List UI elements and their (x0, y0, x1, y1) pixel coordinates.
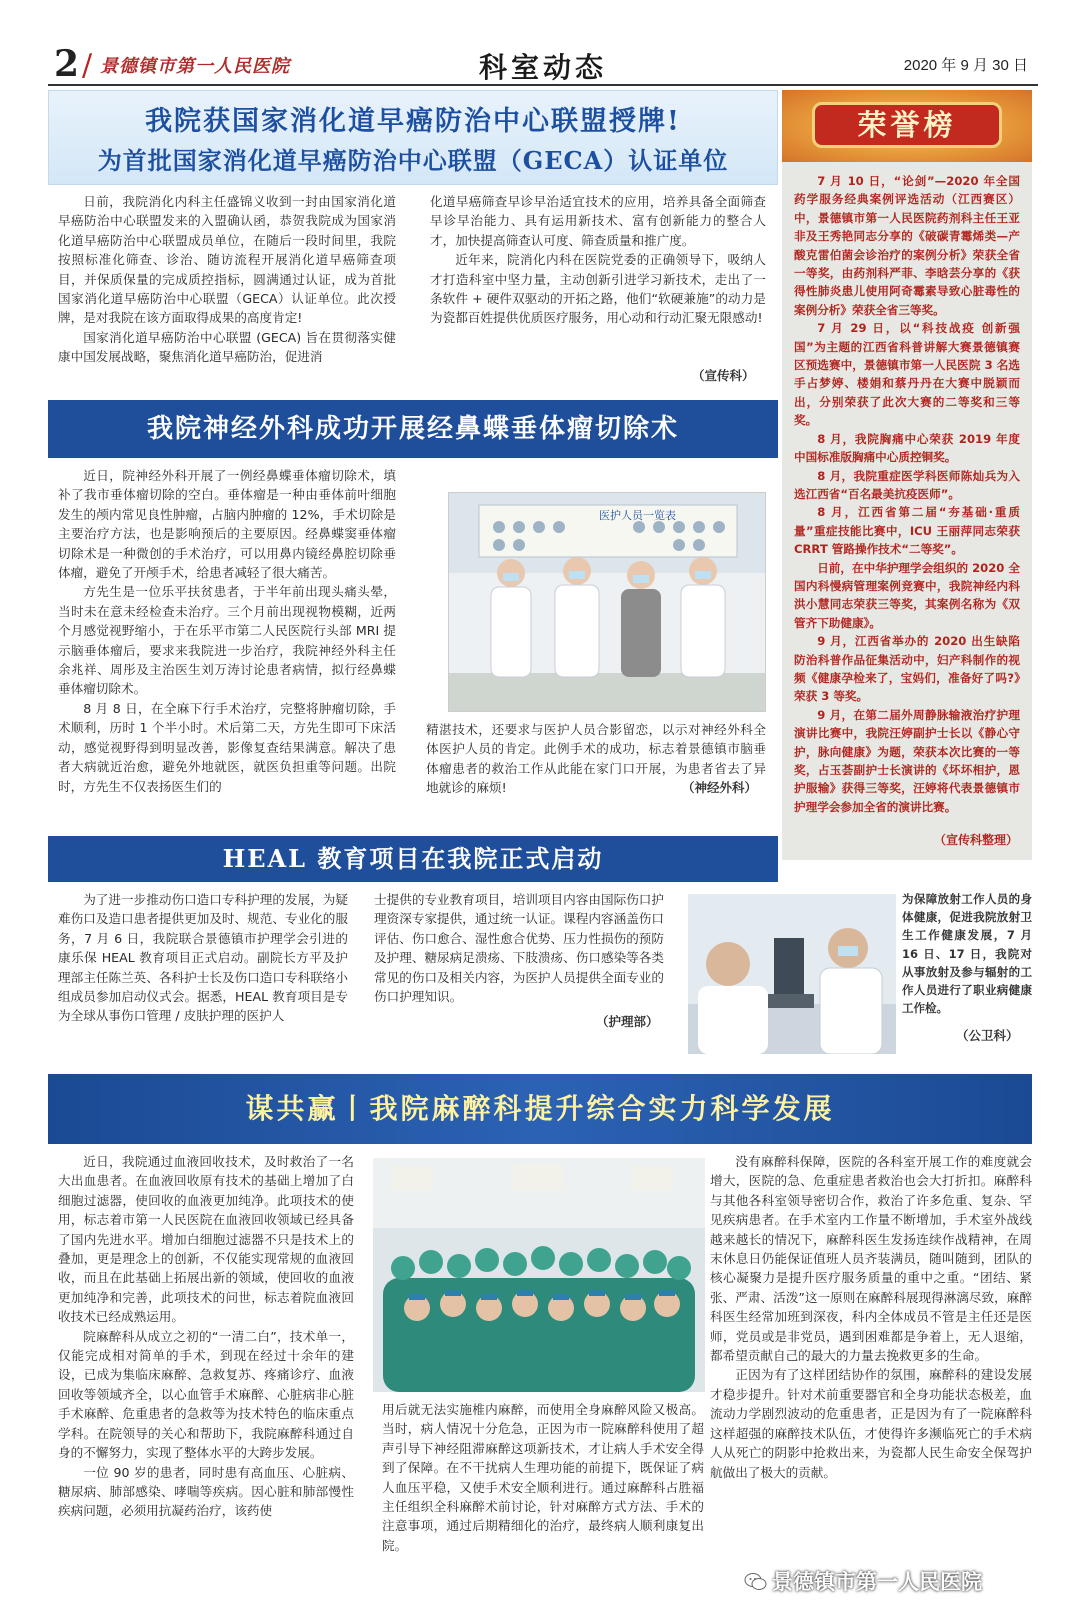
article2-col1 (58, 466, 396, 796)
article1-subtitle: 为首批国家消化道早癌防治中心联盟（GECA）认证单位 (97, 146, 729, 175)
honor-item: 8 月，我院重症医学科医师陈灿兵为入选江西省“百名最美抗疫医师”。 (794, 468, 1020, 501)
paragraph: 没有麻醉科保障，医院的各科室开展工作的难度就会增大，医院的急、危重症患者救治也会大打折扣。麻醉科与其他各科室领导密切合作，救治了许多危重、复杂、罕见疾病患者。在手术室内工作量不断增加，手术室外战线越来越长的情况下，麻醉科医生发扬连续作战精神，在周末休息日仍能保证值班人员齐装满员，随叫随到，团队的核心凝聚力是提升医疗服务质量的重中之重。“团结、紧张、严肃、活泼”这一原则在麻醉科展现得淋漓尽致，麻醉科医生经常加班到深夜，科内全体成员不管是主任还是医师，党员或是非党员，遇到困难都是争着上，无人退缩，都希望贡献自己的最大的力量去挽救更多的生命。 (710, 1154, 1032, 1364)
paragraph: 8 月 8 日，在全麻下行手术治疗，完整将肿瘤切除，手术顺利，历时 1 个半小时。术后第二天，方先生即可下床活动，感觉视野得到明显改善，影像复查结果满意。解决了患者大病就近治愈，避免外地就医，就医负担重等问题。出院时，方先生不仅表扬医生们的 (58, 700, 396, 794)
paragraph: 为了进一步推动伤口造口专科护理的发展，为疑难伤口及造口患者提供更加及时、规范、专业化的服务，7 月 6 日，我院联合景德镇市护理学会引进的康乐保 HEAL 教育项目正式启动。副院长方平及护理部主任陈兰英、各科护士长及伤口造口专科联络小组成员参加启动仪式会。据悉，HEAL 教育项目是专为全球从事伤口管理 / 皮肤护理的医护人 (58, 892, 348, 1024)
paragraph: 化道早癌筛查早诊早治适宜技术的应用，培养具备全面筛查早诊早治能力、具有运用新技术、富有创新能力的整合人才，加快提高筛查认可度、筛查质量和推广度。 (430, 194, 766, 248)
article4-title: 谋共赢丨我院麻醉科提升综合实力科学发展 (48, 1074, 1032, 1144)
photo-caption-credit: （公卫科） (956, 1028, 1019, 1043)
honor-item: 9 月，江西省举办的 2020 出生缺陷防治科普作品征集活动中，妇产科制作的视频《健康孕检来了，宝妈们，准备好了吗?》荣获 3 等奖。 (794, 634, 1020, 704)
honor-title: 荣誉榜 (812, 102, 1002, 148)
team-photo-illustration (449, 493, 766, 712)
article4-col3 (710, 1152, 1032, 1482)
eye-exam-illustration (688, 894, 896, 1054)
article4-col2 (382, 1400, 704, 1555)
article1-title: 我院获国家消化道早癌防治中心联盟授牌! (145, 106, 681, 137)
honor-list-panel (782, 90, 1032, 860)
paragraph: 近日，我院通过血液回收技术，及时救治了一名大出血患者。在血液回收原有技术的基础上增加了白细胞过滤器，使回收的血液更加纯净。此项技术的使用，标志着市第一人民医院在血液回收领域已经具备了国内先进水平。增加白细胞过滤器不只是技术上的叠加，更是理念上的创新，不仅能实现常规的血液回收，而且在此基础上拓展出新的领域，使回收的血液更加纯净和完善，此项技术的问世，标志着院血液回收技术已经成熟运用。 (58, 1154, 354, 1325)
wechat-icon (744, 1570, 768, 1594)
paragraph: 国家消化道早癌防治中心联盟 (GECA) 旨在贯彻落实健康中国发展战略，聚焦消化道早癌防治，促进消 (58, 329, 396, 365)
paragraph: 士提供的专业教育项目，培训项目内容由国际伤口护理资深专家提供，通过统一认证。课程内容涵盖伤口评估、伤口愈合、湿性愈合优势、压力性损伤的预防及护理、糖尿病足溃疡、下肢溃疡、伤口感染等各类常见的伤口及相关内容，为医护人员提供全面专业的伤口护理知识。 (374, 892, 664, 1005)
photo-sign-text: 医护人员一览表 (599, 509, 676, 522)
paragraph: 方先生是一位乐平扶贫患者，于半年前出现头痛头晕，当时未在意未经检查未治疗。三个月前出现视物模糊，近两个月感觉视野缩小，于在乐平市第二人民医院行头部 MRI 提示脑垂体瘤后，要求来我院进一步治疗，我院神经外科主任余兆祥、周彤及主治医生刘万涛讨论患者病情，拟行经鼻蝶垂体瘤切除术。 (58, 584, 396, 697)
article1-col2 (430, 192, 766, 328)
paragraph: 近年来，院消化内科在医院党委的正确领导下，吸纳人才打造科室中坚力量，主动创新引进学习新技术，走出了一条软件 + 硬件双驱动的开拓之路，他们“软硬兼施”的动力是为瓷都百姓提供优质医疗服务，用心动和行动汇聚无限感动! (430, 252, 766, 326)
article3-credit: （护理部） (596, 1014, 659, 1029)
honor-item: 8 月，江西省第二届“夯基础·重质量”重症技能比赛中，ICU 王丽萍同志荣获 CRRT 管路操作技术“二等奖”。 (794, 505, 1020, 557)
honor-header (782, 90, 1032, 162)
honor-item: 7 月 29 日，以“科技战疫 创新强国”为主题的江西省科普讲解大赛景德镇赛区预选赛中，景德镇市第一人民医院 3 名选手占梦婷、楼娟和蔡丹丹在大赛中脱颖而出，分别荣获了此次大赛的二等奖和三等奖。 (794, 321, 1020, 428)
paragraph: 精湛技术，还要求与医护人员合影留恋，以示对神经外科全体医护人员的肯定。此例手术的成功，标志着景德镇市脑垂体瘤患者的救治工作从此能在家门口开展，为患者省去了异地就诊的麻烦! (426, 722, 766, 796)
anesthesiology-team-photo (373, 1158, 705, 1392)
paragraph: 一位 90 岁的患者，同时患有高血压、心脏病、糖尿病、肺部感染、哮喘等疾病。因心脏和肺部慢性疾病问题，必须用抗凝药治疗，该药使 (58, 1464, 354, 1519)
article1-col1 (58, 192, 396, 367)
honor-item: 8 月，我院胸痛中心荣获 2019 年度中国标准版胸痛中心质控铜奖。 (794, 431, 1020, 465)
paragraph: 用后就无法实施椎内麻醉，而使用全身麻醉风险又极高。当时，病人情况十分危急，正因为市一院麻醉科使用了超声引导下神经阻滞麻醉这项新技术，才让病人手术安全得到了保障。在不干扰病人生理功能的前提下，既保证了病人血压平稳，又使手术安全顺利进行。通过麻醉科占胜福主任组织全科麻醉术前讨论，针对麻醉方式方法、手术的注意事项，通过后期精细化的治疗，最终病人顺利康复出院。 (382, 1402, 704, 1553)
article1-banner (48, 90, 778, 185)
paragraph: 正因为有了这样团结协作的氛围，麻醉科的建设发展才稳步提升。针对术前重要器官和全身功能状态极差，血流动力学剧烈波动的危重患者，正是因为有了一院麻醉科这样超强的麻醉技术队伍，才使得许多濒临死亡的手术病人从死亡的阴影中抢救出来，为瓷都人民生命安全保驾护航做出了极大的贡献。 (710, 1367, 1032, 1480)
paragraph: 近日，院神经外科开展了一例经鼻蝶垂体瘤切除术，填补了我市垂体瘤切除的空白。垂体瘤是一种由垂体前叶细胞发生的颅内常见良性肿瘤，占脑内肿瘤的 12%，手术切除是主要治疗方法，也是影响预后的主要原因。经鼻蝶窦垂体瘤切除术是一种微创的手术治疗，可以用鼻内镜经鼻腔切除垂体瘤，避免了开颅手术，给患者减轻了很大痛苦。 (58, 468, 396, 581)
photo-caption (902, 890, 1032, 1017)
honor-credit: （宣传科整理） (933, 833, 1018, 847)
issue-date: 2020 年 9 月 30 日 (903, 57, 1028, 74)
honor-item: 9 月，在第二届外周静脉输液治疗护理演讲比赛中，我院汪婷副护士长以《静心守护，脉向健康》为题，荣获本次比赛的一等奖，占玉荟副护士长演讲的《坏坏相护，恩护服输》获得三等奖，汪婷将代表景德镇市护理学会参加全省的演讲比赛。 (794, 707, 1020, 814)
caption-text: 为保障放射工作人员的身体健康，促进我院放射卫生工作健康发展，7 月 16 日、17 日，我院对从事放射及参与辐射的工作人员进行了职业病健康工作检。 (902, 892, 1032, 1016)
article2-credit: （神经外科） (682, 780, 758, 795)
article3-col2 (374, 890, 664, 1006)
page-number: 2 (54, 43, 80, 85)
slash-divider: / (82, 48, 93, 83)
article4-col1 (58, 1152, 354, 1521)
paragraph: 院麻醉科从成立之初的“一清二白”，技术单一，仅能完成相对简单的手术，到现在经过十余年的建设，已成为集临床麻醉、急救复苏、疼痛诊疗、血液回收等领域齐全，以心血管手术麻醉、心脏病非心脏手术麻醉、危重患者的急救等为技术特色的临床重点学科。在院领导的关心和帮助下，我院麻醉科通过自身的不懈努力，实现了整体水平的大跨步发展。 (58, 1328, 354, 1461)
article3-title: HEAL 教育项目在我院正式启动 (48, 836, 778, 882)
paragraph: 日前，我院消化内科主任盛锦义收到一封由国家消化道早癌防治中心联盟发来的入盟确认函，恭贺我院成为国家消化道早癌防治中心联盟成员单位，在随后一段时间里，我院按照标准化筛查、诊治、随访流程开展消化道早癌筛查项目，并保质保量的完成质控指标，圆满通过认证，成为首批国家消化道早癌防治中心联盟（GECA）认证单位。此次授牌，是对我院在该方面取得成果的高度肯定! (58, 194, 396, 326)
article1-credit: （宣传科） (692, 368, 755, 383)
article3-col1 (58, 890, 348, 1026)
eye-exam-photo (688, 894, 896, 1054)
honor-item: 7 月 10 日，“论剑”—2020 年全国药学服务经典案例评选活动（江西赛区）中，景德镇市第一人民医院药剂科主任王亚非及王秀艳同志分享的《破碳青霉烯类—产酸克雷伯菌会诊治疗的案例分析》荣获全省一等奖，由药剂科严菲、李晗芸分享的《获得性肺炎患儿使用阿奇霉素导致心脏毒性的案例分析》荣获全省三等奖。 (794, 174, 1020, 317)
honor-items (794, 172, 1020, 816)
article2-title: 我院神经外科成功开展经鼻蝶垂体瘤切除术 (48, 400, 778, 458)
hospital-name: 景德镇市第一人民医院 (100, 56, 290, 77)
honor-item: 日前，在中华护理学会组织的 2020 全国内科慢病管理案例竞赛中，我院神经内科洪小慧同志荣获三等奖，其案例名称为《双管齐下助健康》。 (794, 560, 1020, 630)
section-title: 科室动态 (478, 51, 607, 84)
masthead (48, 42, 1038, 86)
team-group-illustration (373, 1158, 705, 1392)
watermark-text: 景德镇市第一人民医院 (772, 1570, 982, 1594)
neurosurgery-team-photo (448, 492, 766, 712)
